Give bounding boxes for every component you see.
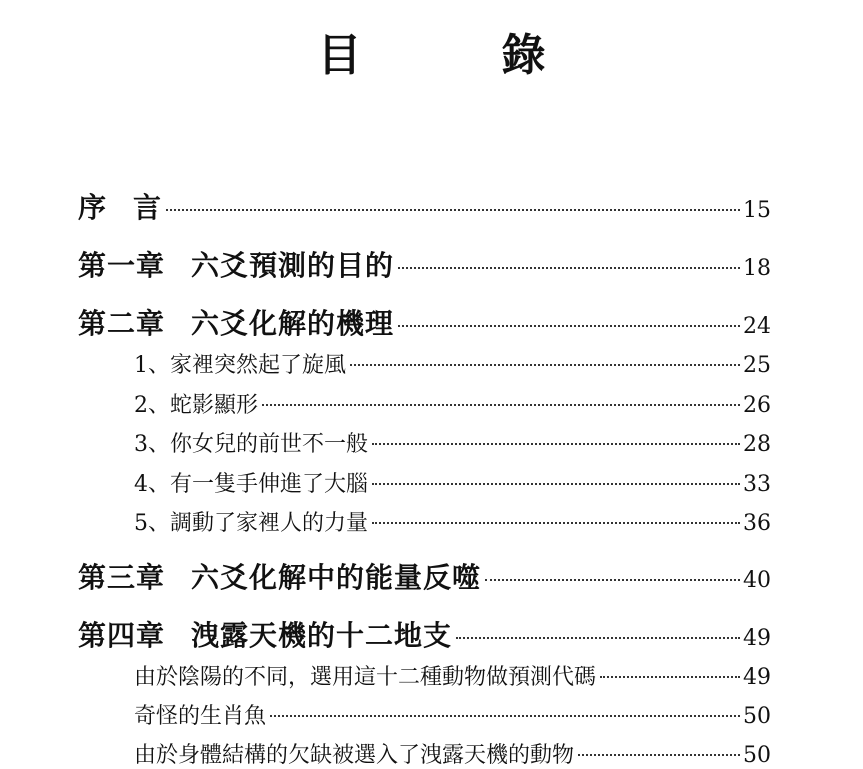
toc-page-number: 49 [743, 665, 771, 690]
toc-entry-title: 3、你女兒的前世不一般 [134, 432, 368, 457]
toc-page-number: 36 [743, 511, 771, 536]
dot-leader [372, 443, 740, 445]
toc-section[interactable] [134, 388, 771, 419]
toc-page-number: 50 [743, 704, 771, 729]
toc-page-number: 24 [743, 314, 771, 339]
toc-chapter-1[interactable] [78, 244, 771, 284]
dot-leader [166, 209, 740, 211]
toc-chapter-4[interactable] [78, 614, 771, 654]
toc-entry-title: 序 言 [78, 191, 163, 224]
toc-entry-title: 第一章 六爻預測的目的 [78, 249, 395, 282]
dot-leader [398, 267, 740, 269]
toc-page-number: 18 [743, 256, 771, 281]
toc-chapter-3[interactable] [78, 556, 771, 596]
toc-entry-title: 由於陰陽的不同，選用這十二種動物做預測代碼 [134, 665, 597, 690]
page-title: 目 錄 [317, 30, 594, 81]
dot-leader [270, 715, 740, 717]
toc-chapter-2[interactable] [78, 302, 771, 342]
dot-leader [578, 754, 740, 756]
dot-leader [372, 522, 740, 524]
dot-leader [262, 404, 740, 406]
toc-page-number: 49 [743, 626, 771, 651]
toc-section[interactable] [134, 699, 771, 730]
toc-entry-title: 奇怪的生肖魚 [134, 704, 267, 729]
dot-leader [485, 579, 740, 581]
toc-entry-title: 由於身體結構的欠缺被選入了洩露天機的動物 [134, 743, 575, 768]
toc-entry-title: 第二章 六爻化解的機理 [78, 307, 395, 340]
toc-page-number: 26 [743, 393, 771, 418]
toc-entry-title: 4、有一隻手伸進了大腦 [134, 472, 368, 497]
toc-entry-title: 第三章 六爻化解中的能量反噬 [78, 561, 482, 594]
toc-page-number: 33 [743, 472, 771, 497]
toc-page-number: 28 [743, 432, 771, 457]
toc-section[interactable] [134, 660, 771, 691]
toc-page-number: 15 [743, 198, 771, 223]
toc-entry-title: 2、蛇影顯形 [134, 393, 258, 418]
toc-section[interactable] [134, 738, 771, 769]
toc-entry-title: 1、家裡突然起了旋風 [134, 353, 346, 378]
toc-section[interactable] [134, 427, 771, 458]
toc-page-number: 25 [743, 353, 771, 378]
dot-leader [600, 676, 740, 678]
toc-entry-title: 第四章 洩露天機的十二地支 [78, 619, 453, 652]
toc-entry-title: 5、調動了家裡人的力量 [134, 511, 368, 536]
dot-leader [456, 637, 740, 639]
toc-page-number: 50 [743, 743, 771, 768]
dot-leader [372, 483, 740, 485]
toc-chapter-preface[interactable] [78, 186, 771, 226]
toc-page-number: 40 [743, 568, 771, 593]
toc-section[interactable] [134, 348, 771, 379]
toc-section[interactable] [134, 467, 771, 498]
toc-section[interactable] [134, 506, 771, 537]
dot-leader [398, 325, 740, 327]
dot-leader [350, 364, 740, 366]
